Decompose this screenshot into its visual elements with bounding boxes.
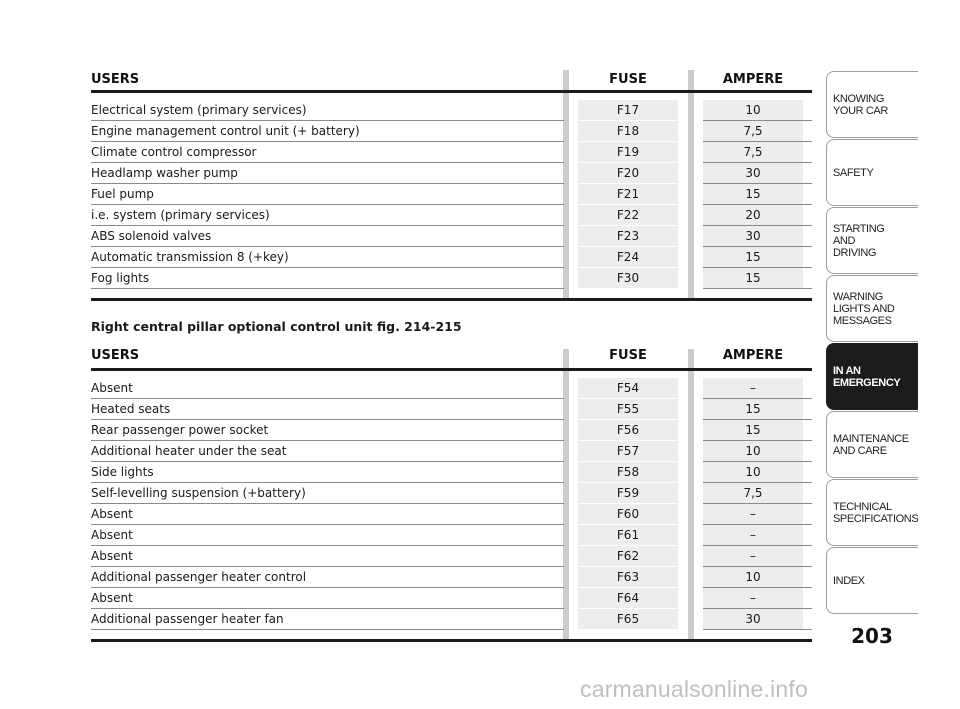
fuse-cell: F62	[616, 549, 640, 563]
row-divider	[91, 288, 564, 289]
tab-label: TECHNICAL SPECIFICATIONS	[833, 500, 919, 525]
section-title: Right central pillar optional control unit fig. 214-215	[91, 319, 462, 334]
table-row	[91, 226, 812, 247]
table-row	[91, 247, 812, 268]
ampere-cell: 30	[745, 166, 761, 180]
fuse-cell: F54	[616, 381, 640, 395]
fuse-cell: F17	[616, 103, 640, 117]
ampere-cell: 10	[745, 465, 761, 479]
table-row	[91, 184, 812, 205]
ampere-cell: 15	[745, 250, 761, 264]
table2-bottom-rule	[91, 639, 812, 642]
user-cell: Engine management control unit (+ battery)	[91, 124, 360, 138]
ampere-cell: –	[750, 591, 756, 605]
table2-header-users: USERS	[91, 348, 140, 363]
table-row	[91, 163, 812, 184]
tab-label: KNOWING YOUR CAR	[833, 92, 888, 117]
fuse-cell: F18	[616, 124, 640, 138]
ampere-cell: 10	[745, 570, 761, 584]
fuse-cell: F19	[616, 145, 640, 159]
row-divider	[91, 629, 564, 630]
user-cell: i.e. system (primary services)	[91, 208, 270, 222]
table1-bottom-rule	[91, 298, 812, 301]
user-cell: Rear passenger power socket	[91, 423, 269, 437]
ampere-cell: –	[750, 507, 756, 521]
table-row	[91, 205, 812, 226]
fuse-cell: F21	[616, 187, 640, 201]
user-cell: Self-levelling suspension (+battery)	[91, 486, 306, 500]
fuse-cell: F22	[616, 208, 640, 222]
table-row	[91, 567, 812, 588]
tab-label: WARNING LIGHTS AND MESSAGES	[833, 290, 895, 327]
fuse-cell: F64	[616, 591, 640, 605]
tab-technical-specifications[interactable]	[826, 479, 918, 546]
fuse-cell: F56	[616, 423, 640, 437]
watermark: carmanualsonline.info	[580, 676, 808, 702]
ampere-cell: 15	[745, 423, 761, 437]
tab-label: IN AN EMERGENCY	[833, 364, 901, 389]
table-row	[91, 268, 812, 289]
ampere-cell: –	[750, 549, 756, 563]
table2-header-ampere: AMPERE	[722, 348, 784, 363]
tab-label: MAINTENANCE AND CARE	[833, 432, 909, 457]
table-row	[91, 378, 812, 399]
table-row	[91, 546, 812, 567]
ampere-cell: 7,5	[743, 124, 763, 138]
user-cell: Absent	[91, 549, 133, 563]
fuse-cell: F30	[616, 271, 640, 285]
table-row	[91, 483, 812, 504]
user-cell: Additional passenger heater control	[91, 570, 307, 584]
ampere-cell: 15	[745, 402, 761, 416]
user-cell: Climate control compressor	[91, 145, 257, 159]
ampere-cell: 30	[745, 229, 761, 243]
tab-warning-lights[interactable]	[826, 275, 918, 342]
table-row	[91, 420, 812, 441]
user-cell: Absent	[91, 507, 133, 521]
user-cell: Heated seats	[91, 402, 171, 416]
fuse-cell: F61	[616, 528, 640, 542]
user-cell: Electrical system (primary services)	[91, 103, 307, 117]
table1-header-users: USERS	[91, 72, 140, 87]
tab-knowing-your-car[interactable]	[826, 71, 918, 138]
row-divider	[703, 629, 812, 630]
table-row	[91, 100, 812, 121]
user-cell: Fuel pump	[91, 187, 154, 201]
fuse-cell: F63	[616, 570, 640, 584]
user-cell: ABS solenoid valves	[91, 229, 212, 243]
tab-label: SAFETY	[833, 166, 874, 179]
user-cell: Automatic transmission 8 (+key)	[91, 250, 289, 264]
ampere-cell: 7,5	[743, 486, 763, 500]
row-divider	[703, 288, 812, 289]
table1-header-fuse: FUSE	[609, 72, 647, 87]
fuse-cell: F23	[616, 229, 640, 243]
table-row	[91, 588, 812, 609]
tab-starting-and-driving[interactable]	[826, 207, 918, 274]
table2-header-rule	[91, 368, 812, 371]
table-row	[91, 504, 812, 525]
table-row	[91, 121, 812, 142]
tab-index[interactable]	[826, 547, 918, 614]
ampere-cell: 10	[745, 103, 761, 117]
user-cell: Absent	[91, 528, 133, 542]
tab-label: STARTING AND DRIVING	[833, 222, 885, 259]
ampere-cell: 15	[745, 271, 761, 285]
ampere-cell: 10	[745, 444, 761, 458]
fuse-cell: F55	[616, 402, 640, 416]
table-row	[91, 142, 812, 163]
user-cell: Additional passenger heater fan	[91, 612, 284, 626]
ampere-cell: 15	[745, 187, 761, 201]
user-cell: Side lights	[91, 465, 154, 479]
fuse-cell: F57	[616, 444, 640, 458]
user-cell: Absent	[91, 591, 133, 605]
table2-header-fuse: FUSE	[609, 348, 647, 363]
table-row	[91, 462, 812, 483]
ampere-cell: 30	[745, 612, 761, 626]
ampere-cell: –	[750, 381, 756, 395]
user-cell: Additional heater under the seat	[91, 444, 287, 458]
ampere-cell: 7,5	[743, 145, 763, 159]
tab-in-an-emergency[interactable]	[826, 343, 918, 410]
table-row	[91, 609, 812, 630]
fuse-cell: F24	[616, 250, 640, 264]
tab-maintenance-and-care[interactable]	[826, 411, 918, 478]
user-cell: Absent	[91, 381, 133, 395]
fuse-cell: F20	[616, 166, 640, 180]
table-row	[91, 525, 812, 546]
user-cell: Headlamp washer pump	[91, 166, 238, 180]
fuse-cell: F59	[616, 486, 640, 500]
user-cell: Fog lights	[91, 271, 150, 285]
fuse-cell: F60	[616, 507, 640, 521]
table-row	[91, 399, 812, 420]
fuse-cell: F65	[616, 612, 640, 626]
ampere-cell: –	[750, 528, 756, 542]
fuse-cell: F58	[616, 465, 640, 479]
tab-label: INDEX	[833, 574, 865, 587]
table-row	[91, 441, 812, 462]
ampere-cell: 20	[745, 208, 761, 222]
page-number: 203	[851, 624, 893, 648]
table1-header-rule	[91, 90, 812, 93]
tab-safety[interactable]	[826, 139, 918, 206]
table1-header-ampere: AMPERE	[722, 72, 784, 87]
